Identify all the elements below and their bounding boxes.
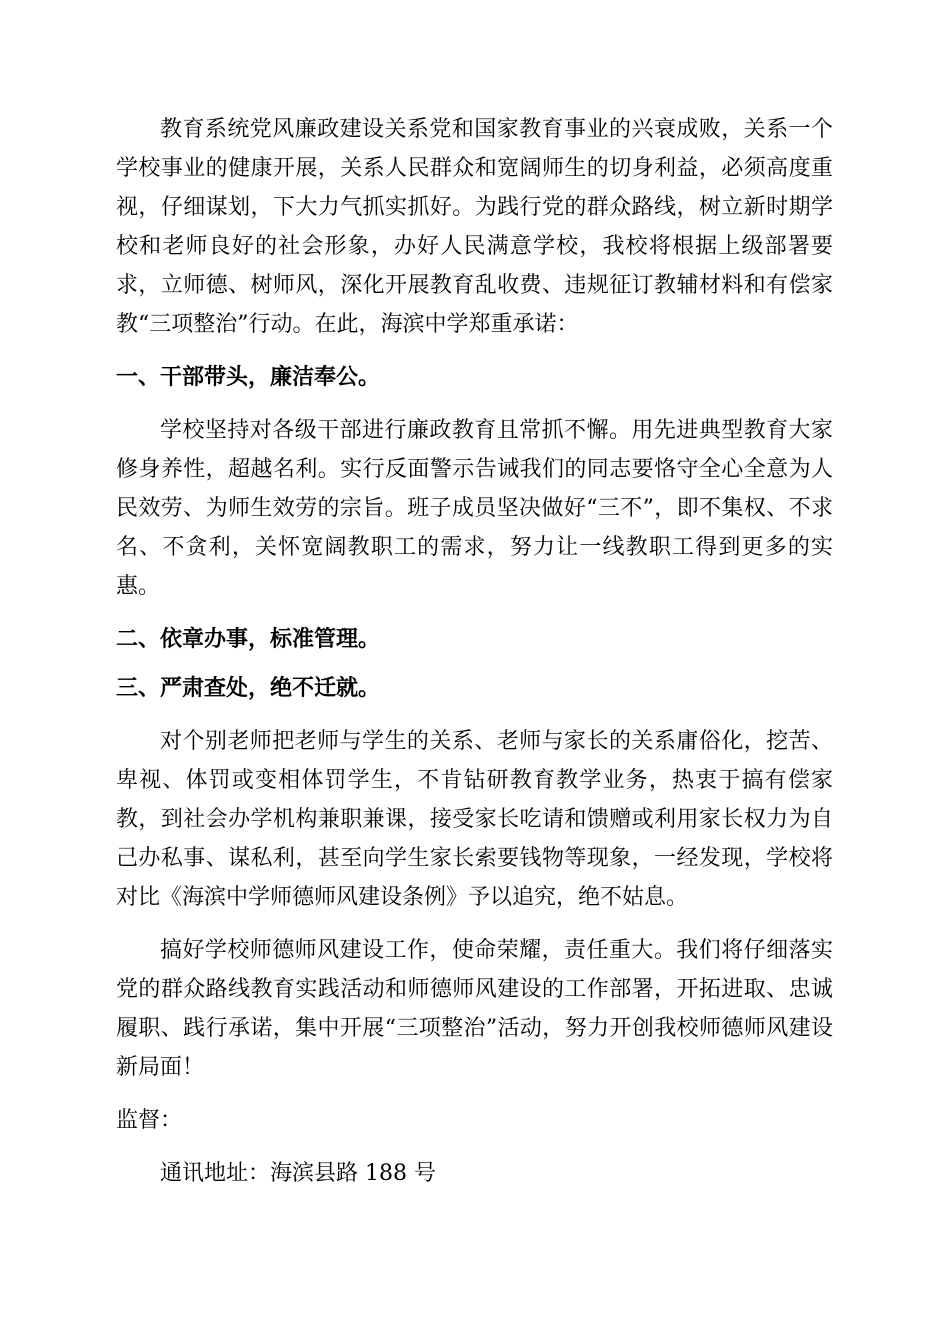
supervision-label: 监督： [116,1108,183,1133]
section-1-paragraph: 学校坚持对各级干部进行廉政教育且常抓不懈。用先进典型教育大家修身养性，超越名利。实行反面警示告诫我们的同志要恪守全心全意为人民效劳、为师生效劳的宗旨。班子成员坚决做好“三不”，即不集权、不求名、不贪利，关怀宽阔教职工的需求，努力让一线教职工得到更多的实惠。 [116,418,833,599]
closing-paragraph: 搞好学校师德师风建设工作，使命荣耀，责任重大。我们将仔细落实党的群众路线教育实践活动和师德师风建设的工作部署，开拓进取、忠诚履职、践行承诺，集中开展“三项整治”活动，努力开创我校师德师风建设新局面！ [116,938,833,1080]
intro-paragraph: 教育系统党风廉政建设关系党和国家教育事业的兴衰成败，关系一个学校事业的健康开展，关系人民群众和宽阔师生的切身利益，必须高度重视，仔细谋划，下大力气抓实抓好。为践行党的群众路线，树立新时期学校和老师良好的社会形象，办好人民满意学校，我校将根据上级部署要求，立师德、树师风，深化开展教育乱收费、违规征订教辅材料和有偿家教“三项整治”行动。在此，海滨中学郑重承诺： [116,117,833,337]
section-2-heading: 二、依章办事，标准管理。 [116,627,381,652]
section-3-heading: 三、严肃查处，绝不迁就。 [116,676,381,701]
document-body [116,110,833,1193]
section-3-paragraph: 对个别老师把老师与学生的关系、老师与家长的关系庸俗化，挖苦、卑视、体罚或变相体罚学生，不肯钻研教育教学业务，热衷于搞有偿家教，到社会办学机构兼职兼课，接受家长吃请和馈赠或利用家长权力为自己办私事、谋私利，甚至向学生家长索要钱物等现象，一经发现，学校将对比《海滨中学师德师风建设条例》予以追究，绝不姑息。 [116,729,833,910]
address-line: 通讯地址：海滨县路 188 号 [160,1161,436,1186]
section-1-heading: 一、干部带头，廉洁奉公。 [116,365,381,390]
